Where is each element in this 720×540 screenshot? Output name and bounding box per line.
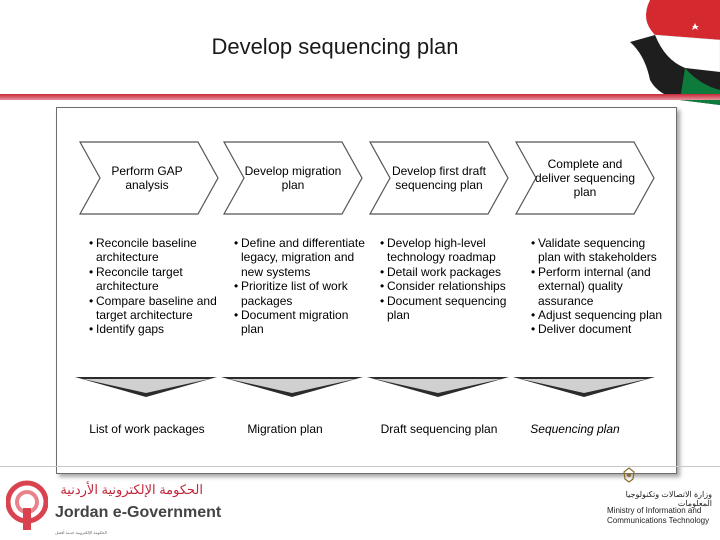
jordan-flag-graphic [610, 0, 720, 105]
task-item: • Identify gaps [84, 322, 220, 336]
phase-2-tasks [229, 236, 371, 337]
phase-1-label: Perform GAP analysis [111, 164, 183, 192]
ministry-name-english: Ministry of Information and Communications Technology [607, 506, 710, 525]
org-tagline-arabic: الحكومة الإلكترونية خدمة أفضل [55, 530, 107, 535]
phase-2-deliverable: Migration plan [247, 422, 323, 436]
phase-4-label: Complete and deliver sequencing plan [534, 157, 636, 199]
task-item: • Document sequencing plan [375, 294, 513, 323]
slide-title: Develop sequencing plan [211, 34, 459, 59]
task-item: • Validate sequencing plan with stakeholders [526, 236, 668, 265]
phase-1-output-arrow [75, 377, 217, 397]
org-name-arabic: الحكومة الإلكترونية الأردنية [60, 482, 203, 497]
phase-1-tasks [84, 236, 220, 337]
header-divider [0, 94, 720, 100]
phase-3-label: Develop first draft sequencing plan [391, 164, 487, 192]
phase-3-deliverable: Draft sequencing plan [380, 422, 498, 436]
task-item: • Compare baseline and target architecture [84, 294, 220, 323]
task-item: • Consider relationships [375, 279, 513, 293]
phase-3-chevron [368, 140, 510, 216]
phase-3-output-arrow [367, 377, 509, 397]
org-name-english: Jordan e-Government [55, 504, 222, 521]
phase-1-chevron [78, 140, 220, 216]
phase-2-chevron [222, 140, 364, 216]
task-item: • Perform internal (and external) quality assurance [526, 265, 668, 308]
task-item: • Adjust sequencing plan [526, 308, 668, 322]
phase-4-deliverable: Sequencing plan [530, 422, 620, 436]
task-item: • Prioritize list of work packages [229, 279, 371, 308]
task-item: • Develop high-level technology roadmap [375, 236, 513, 265]
phase-3-tasks [375, 236, 513, 322]
phase-2-label: Develop migration plan [244, 164, 342, 192]
phase-4-chevron [514, 140, 656, 216]
phase-2-output-arrow [221, 377, 363, 397]
task-item: • Document migration plan [229, 308, 371, 337]
ministry-name-arabic: وزارة الاتصالات وتكنولوجيا المعلومات [625, 490, 712, 508]
task-item: • Reconcile target architecture [84, 265, 220, 294]
task-item: • Deliver document [526, 322, 668, 336]
ministry-emblem-icon [622, 467, 636, 483]
task-item: • Define and differentiate legacy, migration and new systems [229, 236, 371, 279]
task-item: • Reconcile baseline architecture [84, 236, 220, 265]
phase-4-tasks [526, 236, 668, 337]
phase-4-output-arrow [513, 377, 655, 397]
phase-1-deliverable: List of work packages [89, 422, 205, 436]
jordan-egov-logo [6, 478, 48, 532]
task-item: • Detail work packages [375, 265, 513, 279]
footer-divider [0, 466, 720, 467]
